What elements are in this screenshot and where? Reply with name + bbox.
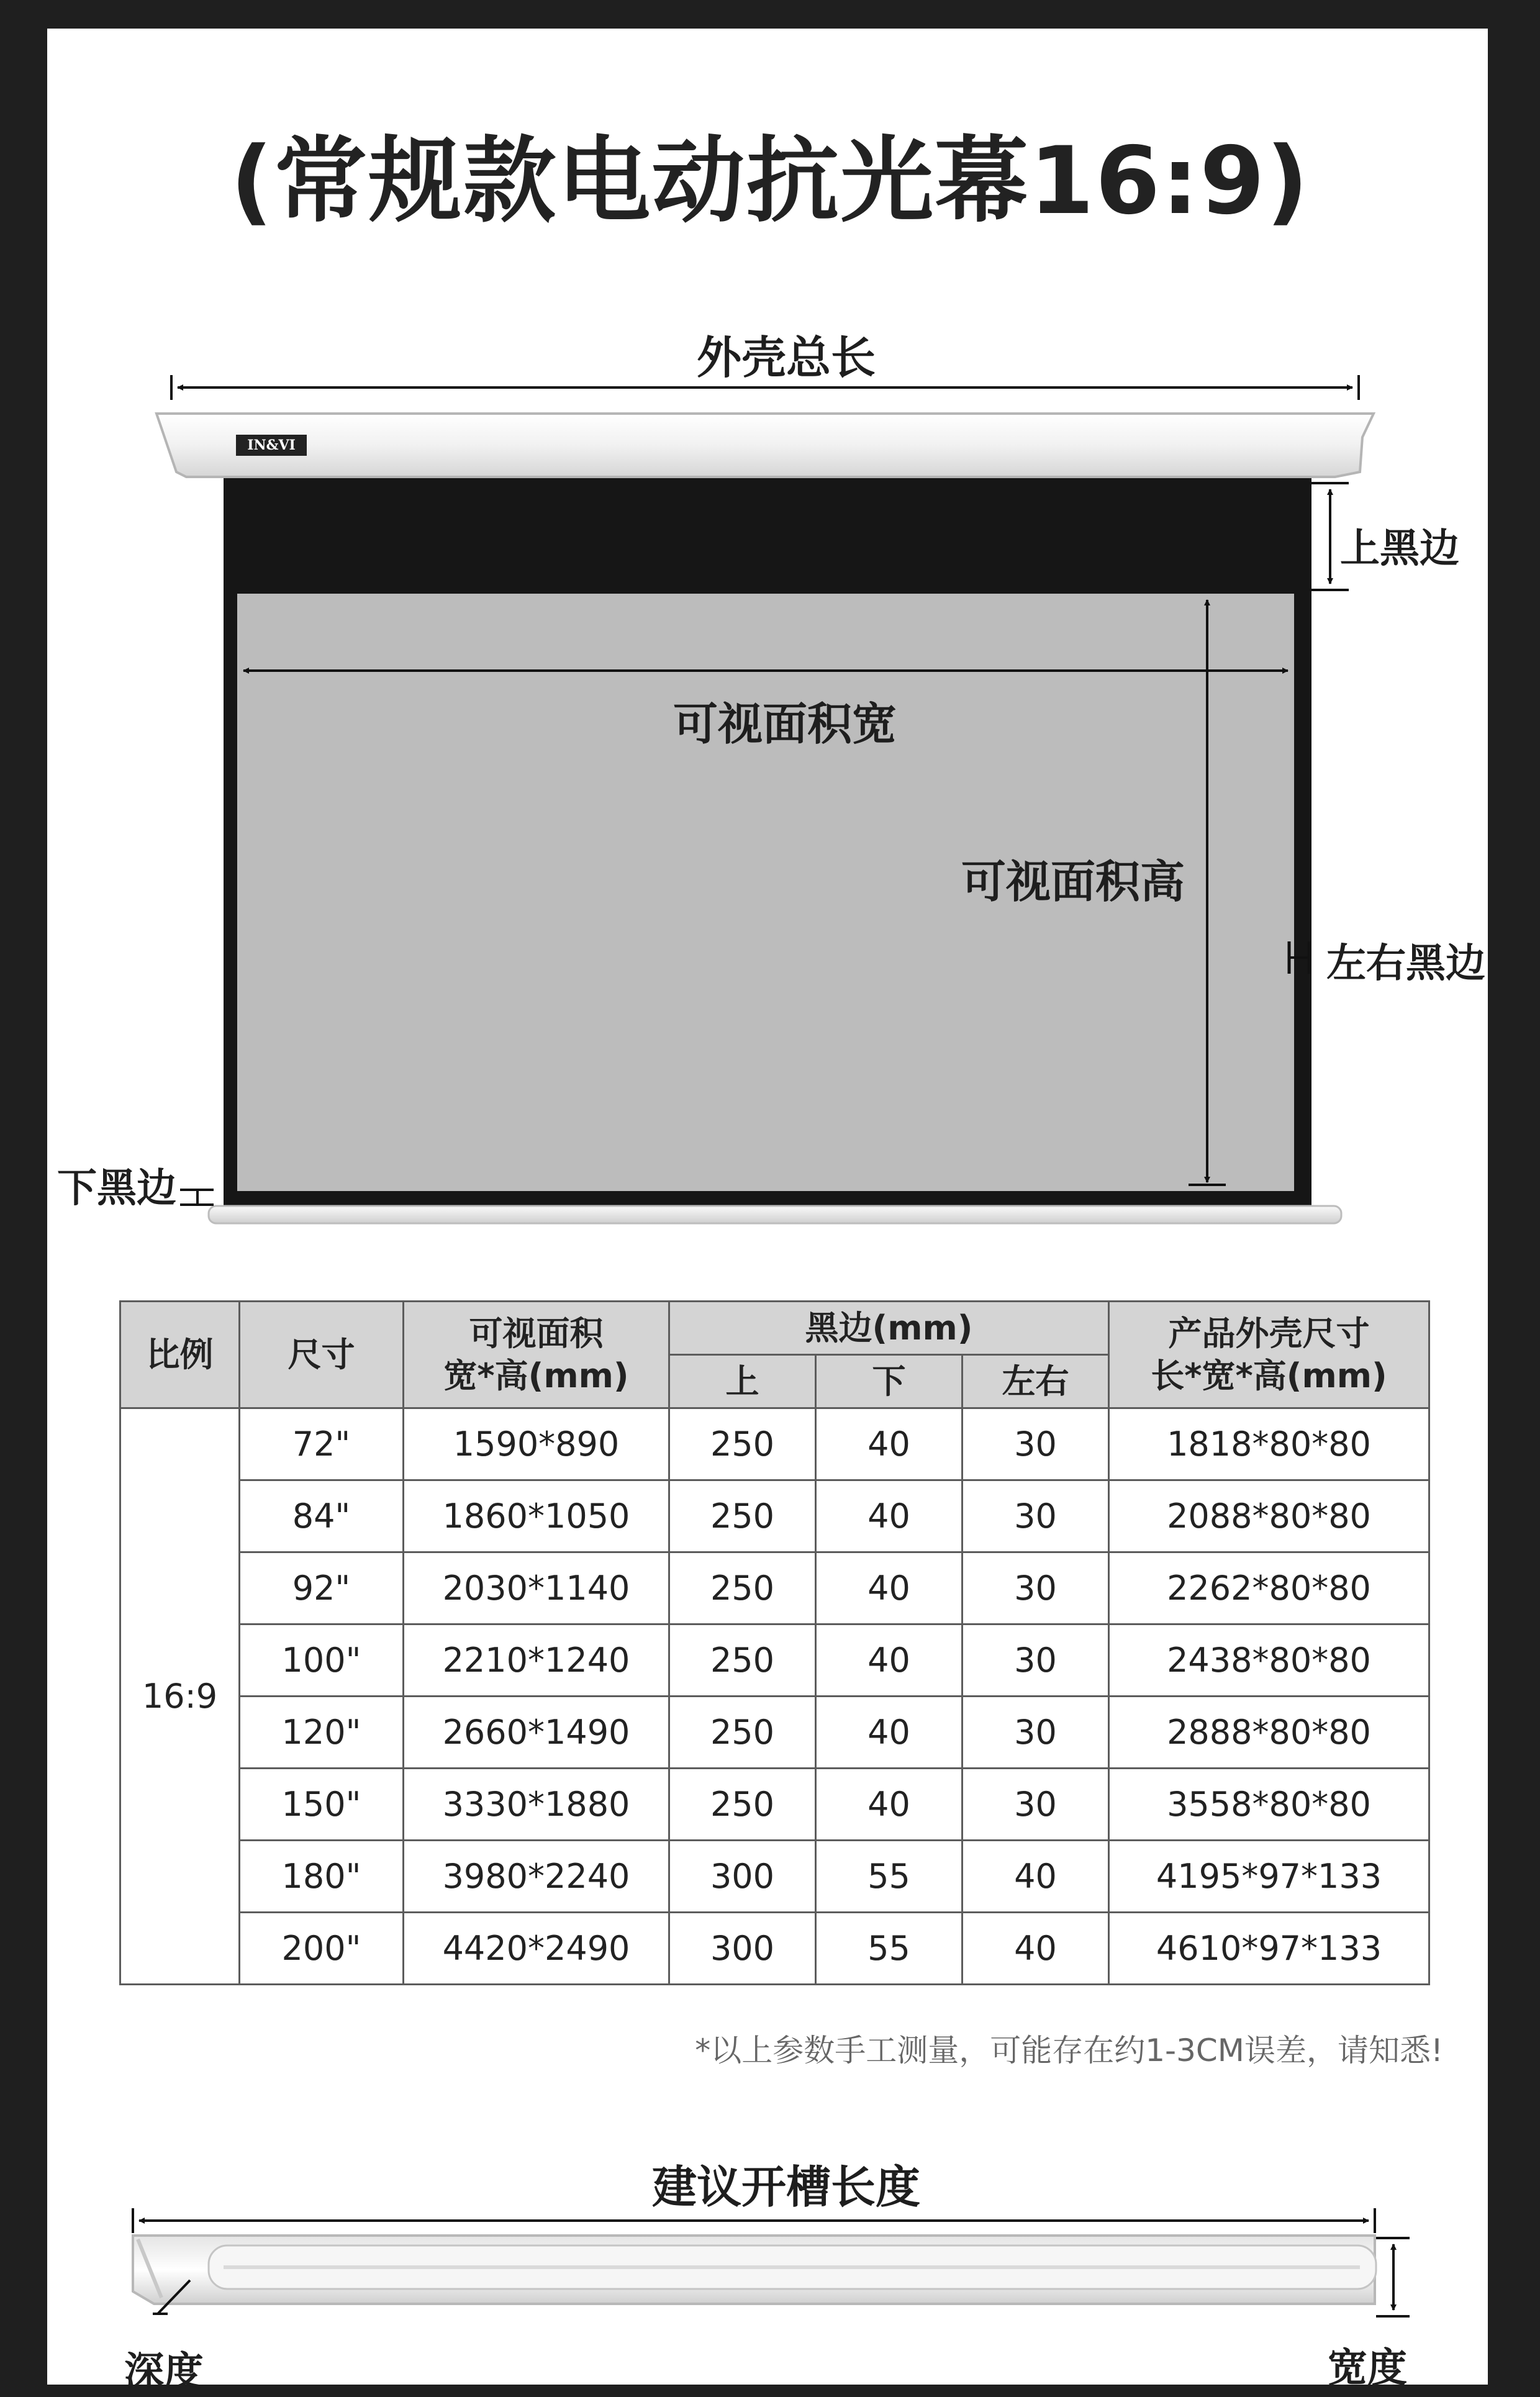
header-size: 尺寸 <box>240 1302 404 1408</box>
border-top-cell: 250 <box>669 1552 816 1624</box>
view-area-cell: 4420*2490 <box>404 1913 669 1985</box>
border-side-cell: 30 <box>962 1408 1109 1480</box>
housing-cell: 4610*97*133 <box>1109 1913 1429 1985</box>
border-side-cell: 40 <box>962 1913 1109 1985</box>
view-area-cell: 3330*1880 <box>404 1769 669 1841</box>
page-title: (常规款电动抗光幕16:9) <box>230 127 1310 235</box>
border-top-cell: 250 <box>669 1697 816 1769</box>
table-row <box>120 1552 1429 1624</box>
border-bottom-cell: 55 <box>816 1913 962 1985</box>
housing-cell: 1818*80*80 <box>1109 1408 1429 1480</box>
size-cell: 120" <box>240 1697 404 1769</box>
housing-cell: 2262*80*80 <box>1109 1552 1429 1624</box>
border-bottom-cell: 55 <box>816 1841 962 1913</box>
bottom-border-label: 下黑边 <box>57 1166 176 1212</box>
view-height-label: 可视面积高 <box>961 856 1185 908</box>
border-top-cell: 250 <box>669 1624 816 1697</box>
housing-cell: 2888*80*80 <box>1109 1697 1429 1769</box>
table-row <box>120 1913 1429 1985</box>
size-cell: 92" <box>240 1552 404 1624</box>
view-area-cell: 2030*1140 <box>404 1552 669 1624</box>
ratio-cell: 16:9 <box>120 1408 240 1985</box>
view-width-label: 可视面积宽 <box>673 698 897 750</box>
border-top-cell: 300 <box>669 1913 816 1985</box>
total-length-label: 外壳总长 <box>697 332 876 384</box>
table-row <box>120 1624 1429 1697</box>
brand-logo-text: IN&VI <box>247 437 296 453</box>
spec-table <box>119 1300 1430 1985</box>
bottom-border-dimension <box>180 1190 214 1205</box>
size-cell: 150" <box>240 1769 404 1841</box>
border-side-cell: 30 <box>962 1697 1109 1769</box>
border-top-cell: 250 <box>669 1408 816 1480</box>
view-area-cell: 1590*890 <box>404 1408 669 1480</box>
header-ratio: 比例 <box>120 1302 240 1408</box>
header-border-bottom: 下 <box>816 1355 962 1408</box>
slot-depth-label: 深度 <box>124 2349 204 2395</box>
border-side-cell: 30 <box>962 1480 1109 1552</box>
top-border-label: 上黑边 <box>1340 526 1459 572</box>
view-area-cell: 2660*1490 <box>404 1697 669 1769</box>
border-bottom-cell: 40 <box>816 1769 962 1841</box>
view-area-cell: 3980*2240 <box>404 1841 669 1913</box>
size-cell: 180" <box>240 1841 404 1913</box>
housing-cell: 3558*80*80 <box>1109 1769 1429 1841</box>
border-bottom-cell: 40 <box>816 1624 962 1697</box>
size-cell: 84" <box>240 1480 404 1552</box>
border-bottom-cell: 40 <box>816 1480 962 1552</box>
slot-length-label: 建议开槽长度 <box>652 2161 921 2213</box>
screen-bottom-bar <box>209 1206 1341 1223</box>
header-view-area: 可视面积 宽*高(mm) <box>404 1302 669 1408</box>
border-top-cell: 250 <box>669 1480 816 1552</box>
housing-cell: 2088*80*80 <box>1109 1480 1429 1552</box>
border-top-cell: 250 <box>669 1769 816 1841</box>
screen-housing <box>156 414 1374 477</box>
header-border-top: 上 <box>669 1355 816 1408</box>
slot-width-label: 宽度 <box>1328 2345 1407 2391</box>
view-area-cell: 1860*1050 <box>404 1480 669 1552</box>
border-side-cell: 30 <box>962 1769 1109 1841</box>
border-top-cell: 300 <box>669 1841 816 1913</box>
side-border-label: 左右黑边 <box>1326 941 1485 987</box>
header-border: 黑边(mm) <box>669 1302 1109 1355</box>
size-cell: 200" <box>240 1913 404 1985</box>
border-bottom-cell: 40 <box>816 1552 962 1624</box>
table-row <box>120 1480 1429 1552</box>
table-row <box>120 1769 1429 1841</box>
header-housing: 产品外壳尺寸 长*宽*高(mm) <box>1109 1302 1429 1408</box>
size-cell: 100" <box>240 1624 404 1697</box>
table-row <box>120 1841 1429 1913</box>
size-cell: 72" <box>240 1408 404 1480</box>
table-row <box>120 1697 1429 1769</box>
table-row <box>120 1408 1429 1480</box>
header-border-side: 左右 <box>962 1355 1109 1408</box>
housing-cell: 4195*97*133 <box>1109 1841 1429 1913</box>
border-side-cell: 30 <box>962 1552 1109 1624</box>
border-bottom-cell: 40 <box>816 1697 962 1769</box>
border-side-cell: 40 <box>962 1841 1109 1913</box>
measurement-note: *以上参数手工测量，可能存在约1-3CM误差，请知悉! <box>695 2032 1443 2068</box>
border-bottom-cell: 40 <box>816 1408 962 1480</box>
housing-cell: 2438*80*80 <box>1109 1624 1429 1697</box>
view-area-cell: 2210*1240 <box>404 1624 669 1697</box>
border-side-cell: 30 <box>962 1624 1109 1697</box>
